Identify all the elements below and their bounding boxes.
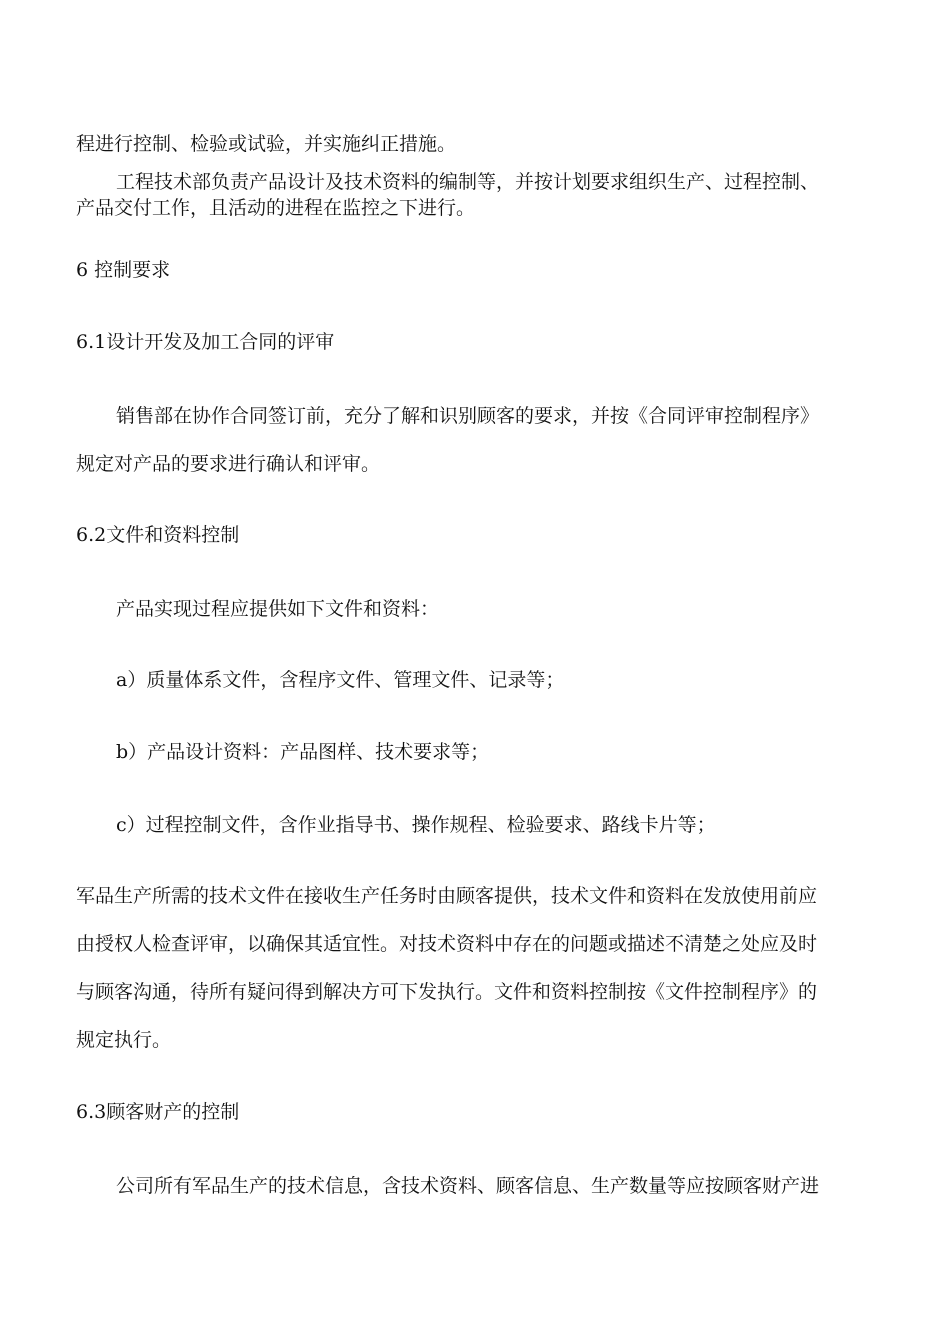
section-heading-6: 6 控制要求 <box>76 259 171 281</box>
list-item-c: c）过程控制文件，含作业指导书、操作规程、检验要求、路线卡片等； <box>116 814 716 836</box>
paragraph-military-docs: 军品生产所需的技术文件在接收生产任务时由顾客提供，技术文件和资料在发放使用前应 <box>76 885 818 907</box>
section-heading-6-3: 6.3顾客财产的控制 <box>76 1101 240 1123</box>
paragraph-military-docs-line3: 与顾客沟通，待所有疑问得到解决方可下发执行。文件和资料控制按《文件控制程序》的 <box>76 981 818 1003</box>
text-line-continuation: 程进行控制、检验或试验，并实施纠正措施。 <box>76 133 457 155</box>
list-item-b: b）产品设计资料：产品图样、技术要求等； <box>116 741 490 763</box>
section-heading-6-2: 6.2文件和资料控制 <box>76 524 240 546</box>
paragraph-military-docs-line2: 由授权人检查评审，以确保其适宜性。对技术资料中存在的问题或描述不清楚之处应及时 <box>76 933 818 955</box>
paragraph-sales-dept: 销售部在协作合同签订前，充分了解和识别顾客的要求，并按《合同评审控制程序》 <box>116 405 820 427</box>
paragraph-military-docs-line4: 规定执行。 <box>76 1029 172 1051</box>
paragraph-engineering-dept-cont: 产品交付工作，且活动的进程在监控之下进行。 <box>76 197 476 219</box>
paragraph-engineering-dept: 工程技术部负责产品设计及技术资料的编制等，并按计划要求组织生产、过程控制、 <box>116 171 820 193</box>
section-heading-6-1: 6.1设计开发及加工合同的评审 <box>76 331 335 353</box>
paragraph-customer-property: 公司所有军品生产的技术信息，含技术资料、顾客信息、生产数量等应按顾客财产进 <box>116 1175 820 1197</box>
paragraph-sales-dept-cont: 规定对产品的要求进行确认和评审。 <box>76 453 381 475</box>
list-item-a: a）质量体系文件，含程序文件、管理文件、记录等； <box>116 669 565 691</box>
paragraph-docs-intro: 产品实现过程应提供如下文件和资料： <box>116 598 440 620</box>
